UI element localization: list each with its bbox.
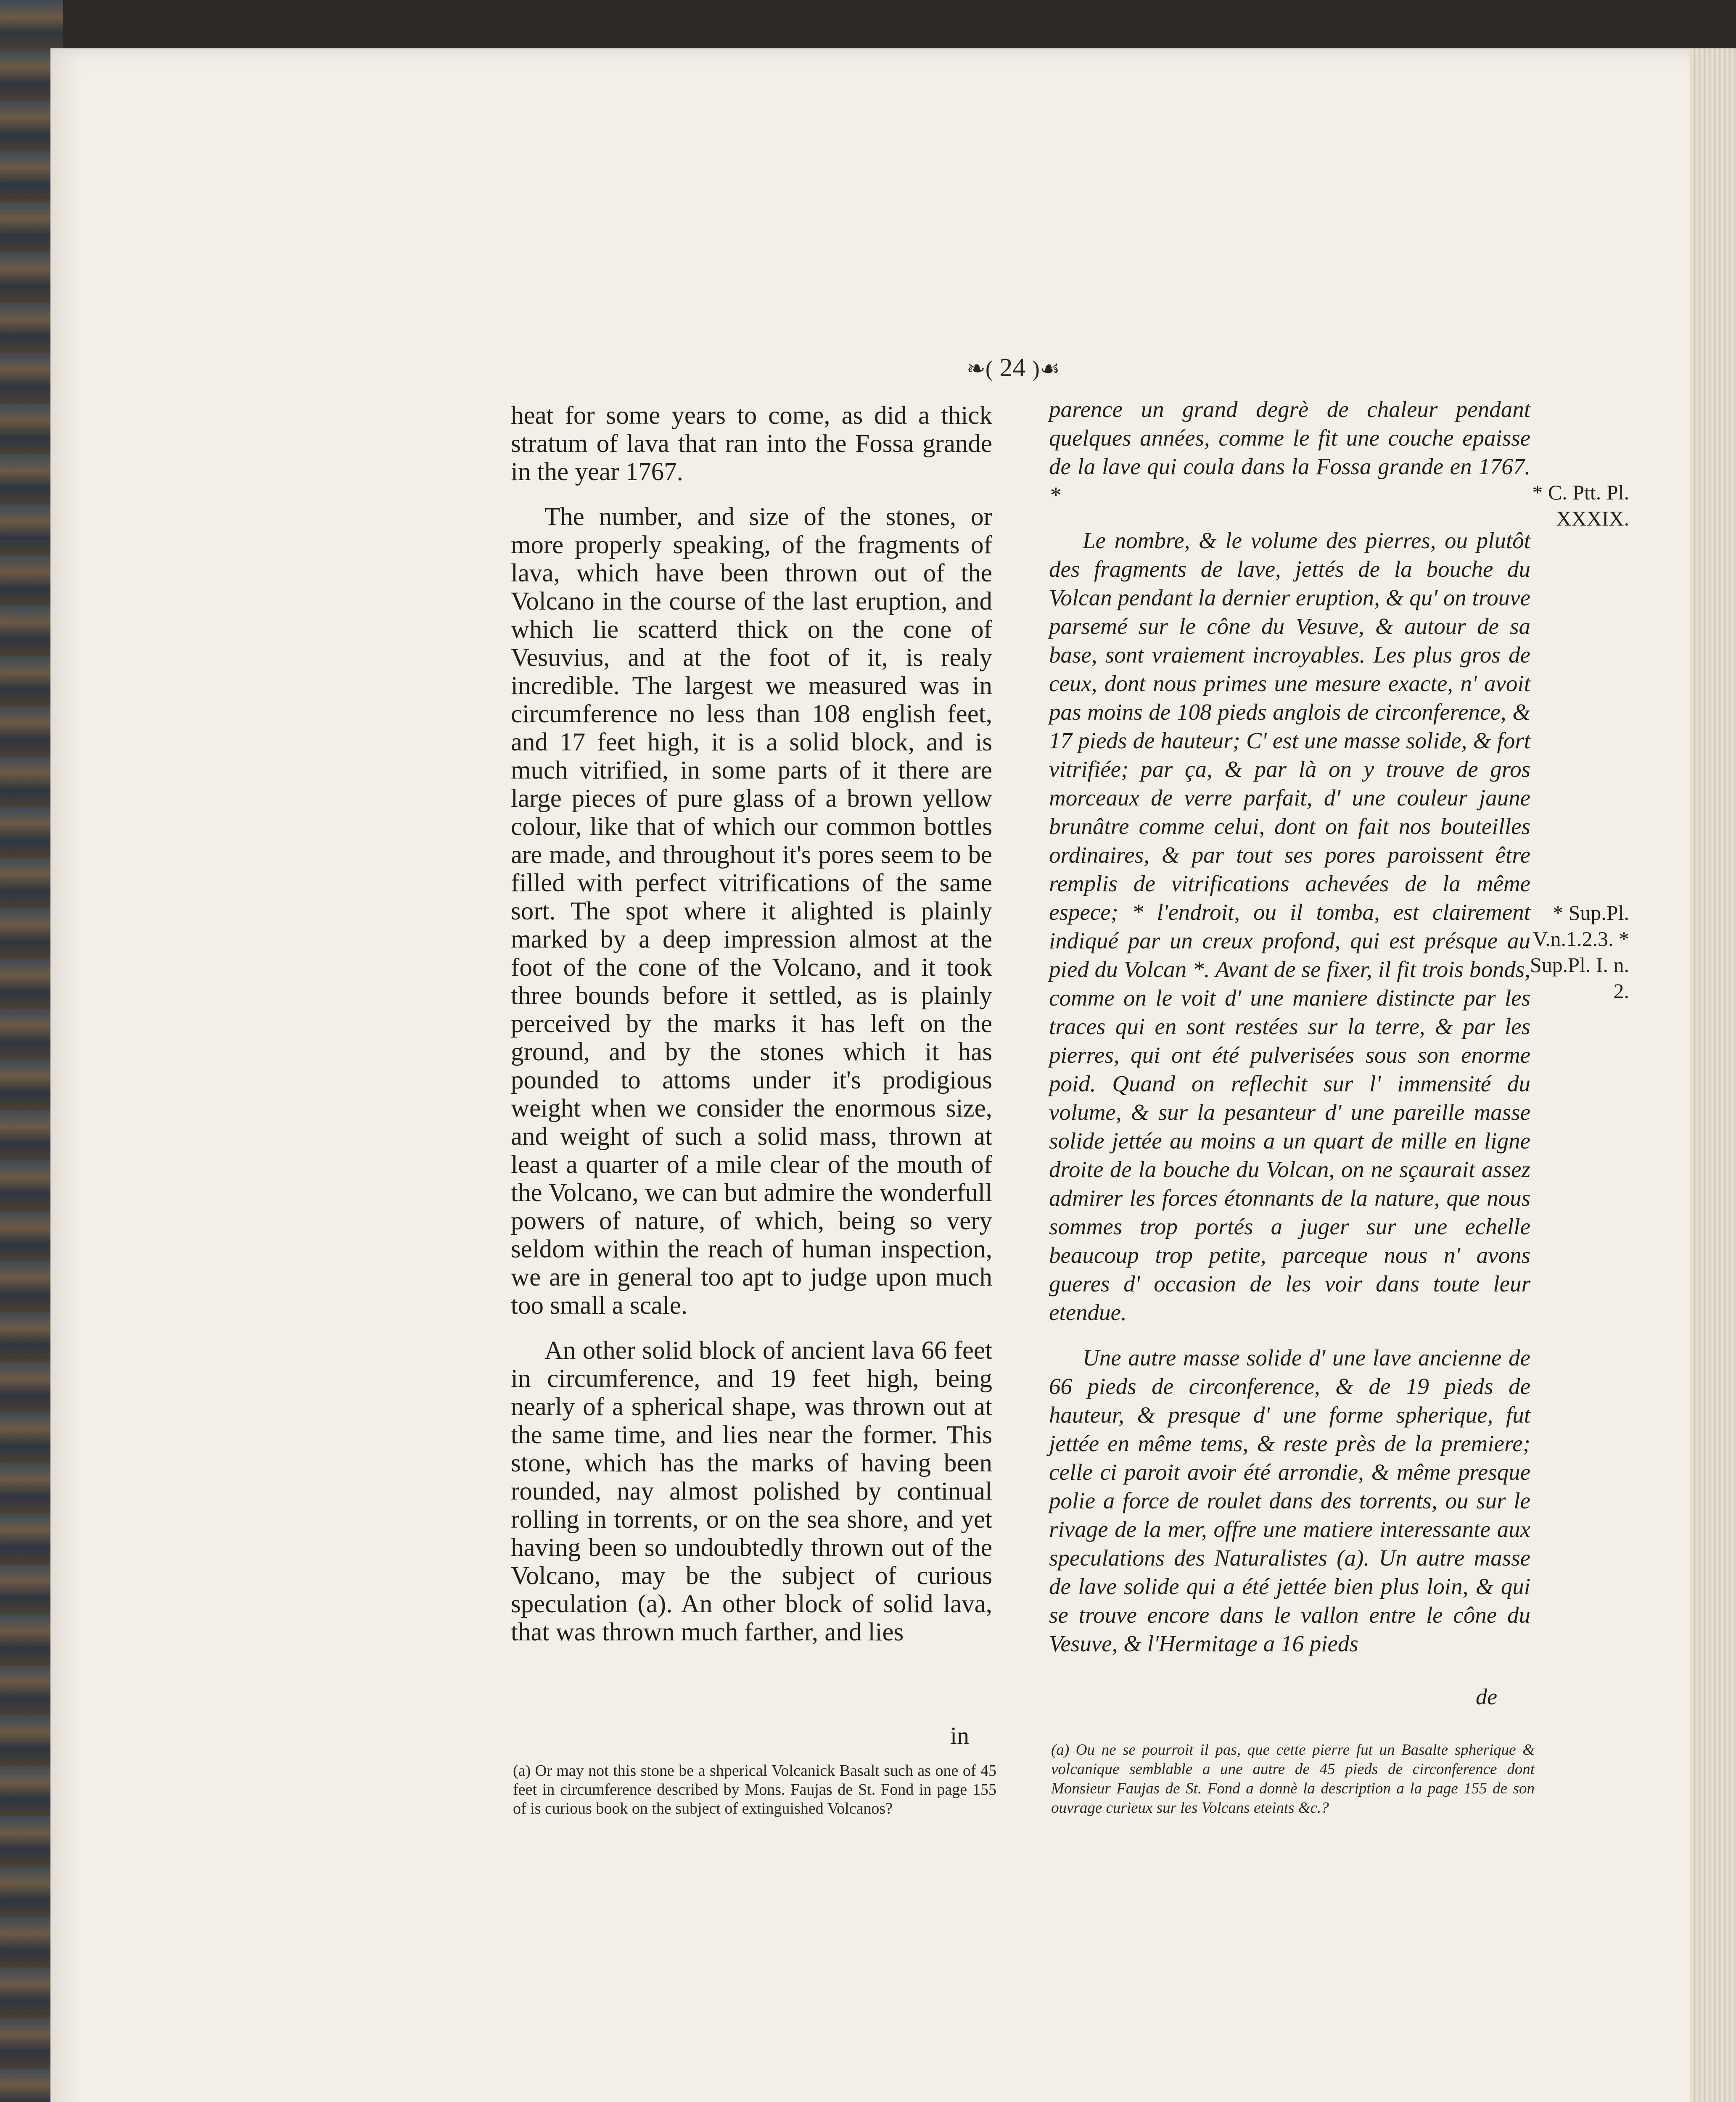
page-number: 24	[999, 354, 1026, 382]
english-paragraph-1: heat for some years to come, as did a thick stratum of lava that ran into the Fossa grande in the year 1767.	[511, 401, 992, 486]
french-paragraph-1: parence un grand degrè de chaleur pendant quelques années, comme le fit une couche epaisse de la lave qui coula dans la Fossa grande en 1767. *	[1049, 396, 1530, 508]
french-footnote: (a) Ou ne se pourroit il pas, que cette pierre fut un Basalte spherique & volcanique semblable a une autre de 45 pieds de circonference dont Monsieur Faujas de St. Fond a donnè la description a la page 155 de son ouvrage curieux sur les Volcans eteints &c.?	[1051, 1741, 1535, 1817]
left-ornament-icon: ❧(	[966, 356, 993, 381]
english-footnote: (a) Or may not this stone be a shperical Volcanick Basalt such as one of 45 feet in circumference described by Mons. Faujas de St. Fond in page 155 of is curious book on the subject of extinguished Volcanos?	[513, 1762, 996, 1817]
english-paragraph-2: The number, and size of the stones, or more properly speaking, of the fragments of lava, which have been thrown out of the Volcano in the course of the last eruption, and which lie scatterd thick on the cone of Vesuvius, and at the foot of it, is realy incredible. The largest we measured was in circumference no less than 108 english feet, and 17 feet high, it is a solid block, and is much vitrified, in some parts of it there are large pieces of pure glass of a brown yellow colour, like that of which our common bottles are made, and throughout it's pores seem to be filled with perfect vitrifications of the same sort. The spot where it alighted is plainly marked by a deep impression almost at the foot of the cone of the Volcano, and it took three bounds before it settled, as is plainly perceived by the marks it has left on the ground, and by the stones which it has pounded to attoms under it's prodigious weight when we consider the enormous size, and weight of such a solid mass, thrown at least a quarter of a mile clear of the mouth of the Volcano, we can but admire the wonderfull powers of nature, of which, being so very seldom within the reach of human inspection, we are in general too apt to judge upon much too small a scale.	[511, 503, 992, 1320]
english-column	[511, 401, 992, 1663]
right-ornament-icon: )☙	[1032, 356, 1060, 381]
margin-note-supplement-ref: * Sup.Pl. V.n.1.2.3. * Sup.Pl. I. n. 2.	[1530, 901, 1629, 1003]
french-catchword: de	[1476, 1684, 1497, 1709]
english-catchword: in	[950, 1722, 970, 1749]
page-edges	[1690, 48, 1736, 2102]
page-header	[942, 353, 1085, 383]
french-paragraph-3: Une autre masse solide d' une lave ancienne de 66 pieds de circonference, & de 19 pieds de hauteur, & presque d' une forme spherique, fut jettée en même tems, & reste près de la premiere; celle ci paroit avoir été arrondie, & même presque polie a force de roulet dans des torrents, ou sur le rivage de la mer, offre une matiere interessante aux speculations des Naturalistes (a). Un autre masse de lave solide qui a été jettée bien plus loin, & qui se trouve encore dans le vallon entre le cône du Vesuve, & l'Hermitage a 16 pieds	[1049, 1345, 1530, 1656]
french-column	[1049, 395, 1530, 1675]
margin-note-plate-ref: * C. Ptt. Pl. XXXIX.	[1532, 481, 1629, 530]
english-paragraph-3: An other solid block of ancient lava 66 feet in circumference, and 19 feet high, being nearly of a spherical shape, was thrown out at the same time, and lies near the former. This stone, which has the marks of having been rounded, nay almost polished by continual rolling in torrents, or on the sea shore, and yet having been so undoubtedly thrown out of the Volcano, may be the subject of curious speculation (a). An other block of solid lava, that was thrown much farther, and lies	[511, 1336, 992, 1646]
french-paragraph-2: Le nombre, & le volume des pierres, ou plutôt des fragments de lave, jettés de la bouche du Volcan pendant la dernier eruption, & qu' on trouve parsemé sur le cône du Vesuve, & autour de sa base, sont vraiement incroyables. Les plus gros de ceux, dont nous primes une mesure exacte, n' avoit pas moins de 108 pieds anglois de circonference, & 17 pieds de hauteur; C' est une masse solide, & fort vitrifiée; par ça, & par là on y trouve de gros morceaux de verre parfait, d' une couleur jaune brunâtre comme celui, dont on fait nos bouteilles ordinaires, & par tout ses pores paroissent être remplis de vitrifications achevées de la même espece; * l'endroit, ou il tomba, est clairement indiqué par un creux profond, qui est présque au pied du Volcan *. Avant de se fixer, il fit trois bonds, comme on le voit d' une maniere distincte par les traces qui en sont restées sur la terre, & par les pierres, qui ont été pulverisées sous son enorme poid. Quand on reflechit sur l' immensité du volume, & sur la pesanteur d' une pareille masse solide jettée au moins a un quart de mille en ligne droite de la bouche du Volcan, on ne sçaurait assez admirer les forces étonnants de la nature, que nous sommes trop portés a juger sur une echelle beaucoup trop petite, parceque nous n' avons gueres d' occasion de les voir dans toute leur etendue.	[1049, 528, 1530, 1325]
